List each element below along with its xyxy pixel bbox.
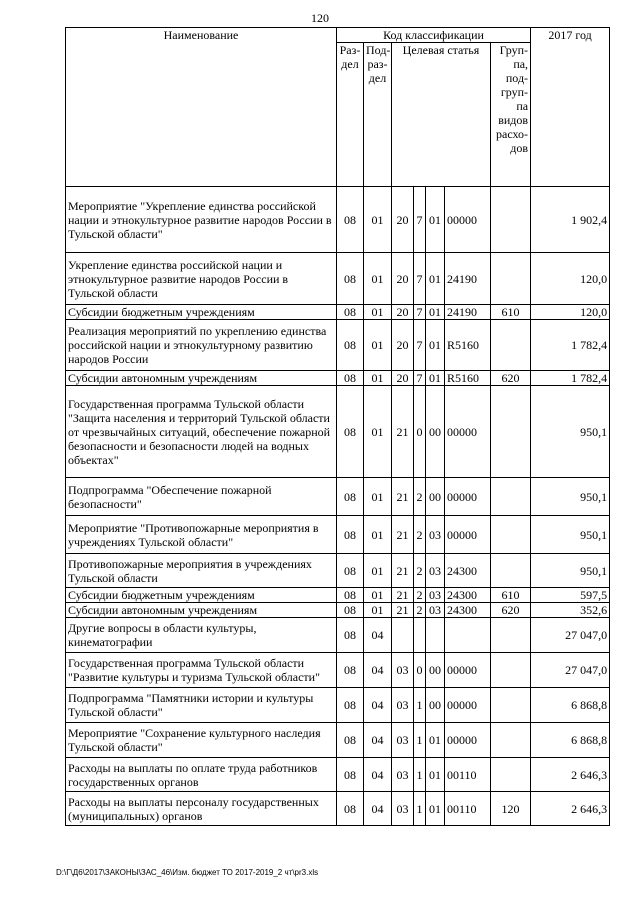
row-name: Государственная программа Тульской области "Защита населения и территорий Тульской области от чрезвычайных ситуаций, обеспечение пожарной безопасности и безопасности людей на водных объектах" xyxy=(66,386,337,478)
cell-razdel: 08 xyxy=(337,653,364,688)
cell-program: 20 xyxy=(392,187,414,253)
cell-direction: 24300 xyxy=(445,588,491,603)
header-name: Наименование xyxy=(66,28,337,187)
cell-amount-2017: 120,0 xyxy=(531,253,610,305)
cell-subprogram: 7 xyxy=(414,305,426,320)
header-gruppa-vidov: Груп- па, под- груп- па видов расхо- дов xyxy=(491,43,531,187)
table-row xyxy=(66,305,610,320)
table-row xyxy=(66,758,610,792)
cell-subprogram: 7 xyxy=(414,187,426,253)
table-row xyxy=(66,371,610,386)
cell-amount-2017: 6 868,8 xyxy=(531,688,610,723)
cell-razdel: 08 xyxy=(337,187,364,253)
cell-razdel: 08 xyxy=(337,758,364,792)
row-name: Государственная программа Тульской области "Развитие культуры и туризма Тульской области" xyxy=(66,653,337,688)
cell-program: 20 xyxy=(392,320,414,371)
cell-amount-2017: 6 868,8 xyxy=(531,723,610,758)
cell-expense-type: 620 xyxy=(491,603,531,618)
cell-amount-2017: 1 782,4 xyxy=(531,320,610,371)
cell-subprogram: 2 xyxy=(414,478,426,516)
row-name: Подпрограмма "Обеспечение пожарной безопасности" xyxy=(66,478,337,516)
row-name: Мероприятие "Сохранение культурного наследия Тульской области" xyxy=(66,723,337,758)
cell-direction: 00110 xyxy=(445,792,491,826)
row-name: Мероприятие "Укрепление единства российской нации и этнокультурное развитие народов России в Тульской области" xyxy=(66,187,337,253)
cell-podrazdel: 01 xyxy=(364,588,392,603)
row-name: Противопожарные мероприятия в учреждениях Тульской области xyxy=(66,554,337,588)
cell-event: 01 xyxy=(426,371,445,386)
cell-subprogram: 0 xyxy=(414,386,426,478)
cell-direction: 00000 xyxy=(445,653,491,688)
cell-podrazdel: 04 xyxy=(364,723,392,758)
header-tselevaya-statya: Целевая статья xyxy=(392,43,491,187)
cell-expense-type: 120 xyxy=(491,792,531,826)
table-row xyxy=(66,588,610,603)
row-name: Субсидии автономным учреждениям xyxy=(66,603,337,618)
cell-expense-type: 610 xyxy=(491,588,531,603)
cell-razdel: 08 xyxy=(337,554,364,588)
cell-amount-2017: 120,0 xyxy=(531,305,610,320)
row-name: Субсидии автономным учреждениям xyxy=(66,371,337,386)
cell-program: 03 xyxy=(392,792,414,826)
cell-amount-2017: 2 646,3 xyxy=(531,792,610,826)
cell-direction: 00000 xyxy=(445,723,491,758)
cell-expense-type xyxy=(491,688,531,723)
cell-subprogram: 1 xyxy=(414,758,426,792)
cell-direction: R5160 xyxy=(445,320,491,371)
cell-razdel: 08 xyxy=(337,371,364,386)
cell-event: 01 xyxy=(426,723,445,758)
table-row xyxy=(66,653,610,688)
cell-subprogram: 2 xyxy=(414,554,426,588)
cell-amount-2017: 950,1 xyxy=(531,516,610,554)
row-name: Реализация мероприятий по укреплению единства российской нации и этнокультурному развитию народов России xyxy=(66,320,337,371)
cell-razdel: 08 xyxy=(337,792,364,826)
cell-event: 01 xyxy=(426,758,445,792)
cell-direction: 00000 xyxy=(445,187,491,253)
cell-expense-type xyxy=(491,554,531,588)
cell-amount-2017: 597,5 xyxy=(531,588,610,603)
cell-subprogram: 2 xyxy=(414,603,426,618)
cell-razdel: 08 xyxy=(337,320,364,371)
cell-program: 21 xyxy=(392,588,414,603)
cell-event: 01 xyxy=(426,792,445,826)
header-code: Код классификации xyxy=(337,28,531,43)
cell-program: 03 xyxy=(392,653,414,688)
cell-event: 01 xyxy=(426,320,445,371)
row-name: Подпрограмма "Памятники истории и культуры Тульской области" xyxy=(66,688,337,723)
cell-expense-type xyxy=(491,187,531,253)
cell-expense-type xyxy=(491,253,531,305)
cell-event xyxy=(426,618,445,653)
cell-event: 00 xyxy=(426,688,445,723)
cell-subprogram: 2 xyxy=(414,516,426,554)
table-row xyxy=(66,792,610,826)
cell-subprogram: 7 xyxy=(414,320,426,371)
cell-podrazdel: 01 xyxy=(364,478,392,516)
table-row xyxy=(66,187,610,253)
cell-program: 21 xyxy=(392,554,414,588)
cell-amount-2017: 950,1 xyxy=(531,554,610,588)
row-name: Расходы на выплаты персоналу государственных (муниципальных) органов xyxy=(66,792,337,826)
cell-event: 00 xyxy=(426,386,445,478)
cell-expense-type xyxy=(491,386,531,478)
cell-expense-type xyxy=(491,758,531,792)
cell-subprogram: 1 xyxy=(414,723,426,758)
cell-direction: 24300 xyxy=(445,603,491,618)
row-name: Субсидии бюджетным учреждениям xyxy=(66,588,337,603)
cell-program: 03 xyxy=(392,688,414,723)
cell-event: 00 xyxy=(426,653,445,688)
header-podrazdel: Под- раз- дел xyxy=(364,43,392,187)
cell-razdel: 08 xyxy=(337,386,364,478)
cell-direction: 00000 xyxy=(445,386,491,478)
cell-expense-type: 610 xyxy=(491,305,531,320)
row-name: Расходы на выплаты по оплате труда работников государственных органов xyxy=(66,758,337,792)
page-number: 120 xyxy=(311,11,329,25)
cell-amount-2017: 950,1 xyxy=(531,386,610,478)
cell-direction: 00000 xyxy=(445,478,491,516)
cell-direction: 00000 xyxy=(445,516,491,554)
cell-program xyxy=(392,618,414,653)
cell-program: 21 xyxy=(392,516,414,554)
cell-direction: 24190 xyxy=(445,305,491,320)
cell-event: 01 xyxy=(426,253,445,305)
row-name: Другие вопросы в области культуры, кинематографии xyxy=(66,618,337,653)
row-name: Мероприятие "Противопожарные мероприятия в учреждениях Тульской области" xyxy=(66,516,337,554)
cell-razdel: 08 xyxy=(337,253,364,305)
cell-amount-2017: 1 782,4 xyxy=(531,371,610,386)
cell-expense-type xyxy=(491,653,531,688)
cell-program: 20 xyxy=(392,371,414,386)
row-name: Укрепление единства российской нации и этнокультурное развитие народов России в Тульской области xyxy=(66,253,337,305)
table-header xyxy=(66,28,610,187)
table-row xyxy=(66,723,610,758)
cell-amount-2017: 27 047,0 xyxy=(531,618,610,653)
cell-razdel: 08 xyxy=(337,723,364,758)
cell-razdel: 08 xyxy=(337,305,364,320)
cell-razdel: 08 xyxy=(337,603,364,618)
header-razdel: Раз- дел xyxy=(337,43,364,187)
cell-amount-2017: 2 646,3 xyxy=(531,758,610,792)
cell-expense-type xyxy=(491,618,531,653)
cell-expense-type xyxy=(491,723,531,758)
table-row xyxy=(66,688,610,723)
cell-program: 03 xyxy=(392,723,414,758)
cell-podrazdel: 01 xyxy=(364,371,392,386)
cell-amount-2017: 27 047,0 xyxy=(531,653,610,688)
cell-podrazdel: 04 xyxy=(364,688,392,723)
cell-podrazdel: 04 xyxy=(364,618,392,653)
file-path-footer: D:\Г\Д6\2017\ЗАКОНЫ\ЗАС_46\Изм. бюджет ТО 2017-2019_2 чт\pr3.xls xyxy=(56,868,319,877)
header-year: 2017 год xyxy=(531,28,610,187)
cell-direction xyxy=(445,618,491,653)
cell-direction: 00110 xyxy=(445,758,491,792)
cell-event: 01 xyxy=(426,187,445,253)
table-row xyxy=(66,603,610,618)
table-row xyxy=(66,320,610,371)
cell-razdel: 08 xyxy=(337,688,364,723)
cell-subprogram xyxy=(414,618,426,653)
cell-podrazdel: 01 xyxy=(364,305,392,320)
cell-podrazdel: 04 xyxy=(364,792,392,826)
cell-podrazdel: 01 xyxy=(364,320,392,371)
cell-direction: 24190 xyxy=(445,253,491,305)
cell-expense-type xyxy=(491,320,531,371)
budget-table xyxy=(65,27,610,826)
cell-direction: 24300 xyxy=(445,554,491,588)
cell-event: 03 xyxy=(426,516,445,554)
cell-podrazdel: 01 xyxy=(364,516,392,554)
cell-podrazdel: 04 xyxy=(364,653,392,688)
cell-razdel: 08 xyxy=(337,516,364,554)
cell-razdel: 08 xyxy=(337,588,364,603)
cell-program: 21 xyxy=(392,386,414,478)
cell-podrazdel: 04 xyxy=(364,758,392,792)
cell-amount-2017: 950,1 xyxy=(531,478,610,516)
cell-amount-2017: 1 902,4 xyxy=(531,187,610,253)
cell-program: 20 xyxy=(392,253,414,305)
cell-podrazdel: 01 xyxy=(364,386,392,478)
cell-event: 01 xyxy=(426,305,445,320)
cell-razdel: 08 xyxy=(337,478,364,516)
cell-event: 03 xyxy=(426,554,445,588)
cell-program: 21 xyxy=(392,603,414,618)
cell-expense-type xyxy=(491,516,531,554)
cell-direction: R5160 xyxy=(445,371,491,386)
cell-event: 03 xyxy=(426,603,445,618)
table-row xyxy=(66,253,610,305)
cell-subprogram: 2 xyxy=(414,588,426,603)
cell-event: 03 xyxy=(426,588,445,603)
row-name: Субсидии бюджетным учреждениям xyxy=(66,305,337,320)
cell-podrazdel: 01 xyxy=(364,187,392,253)
cell-event: 00 xyxy=(426,478,445,516)
cell-subprogram: 7 xyxy=(414,371,426,386)
table-body xyxy=(66,187,610,826)
cell-amount-2017: 352,6 xyxy=(531,603,610,618)
table-row xyxy=(66,554,610,588)
cell-expense-type: 620 xyxy=(491,371,531,386)
cell-razdel: 08 xyxy=(337,618,364,653)
cell-subprogram: 1 xyxy=(414,792,426,826)
cell-subprogram: 1 xyxy=(414,688,426,723)
cell-expense-type xyxy=(491,478,531,516)
table-row xyxy=(66,478,610,516)
cell-podrazdel: 01 xyxy=(364,603,392,618)
cell-podrazdel: 01 xyxy=(364,554,392,588)
cell-podrazdel: 01 xyxy=(364,253,392,305)
cell-direction: 00000 xyxy=(445,688,491,723)
cell-subprogram: 7 xyxy=(414,253,426,305)
table-row xyxy=(66,516,610,554)
cell-program: 03 xyxy=(392,758,414,792)
table-row xyxy=(66,618,610,653)
table-row xyxy=(66,386,610,478)
cell-subprogram: 0 xyxy=(414,653,426,688)
cell-program: 20 xyxy=(392,305,414,320)
cell-program: 21 xyxy=(392,478,414,516)
